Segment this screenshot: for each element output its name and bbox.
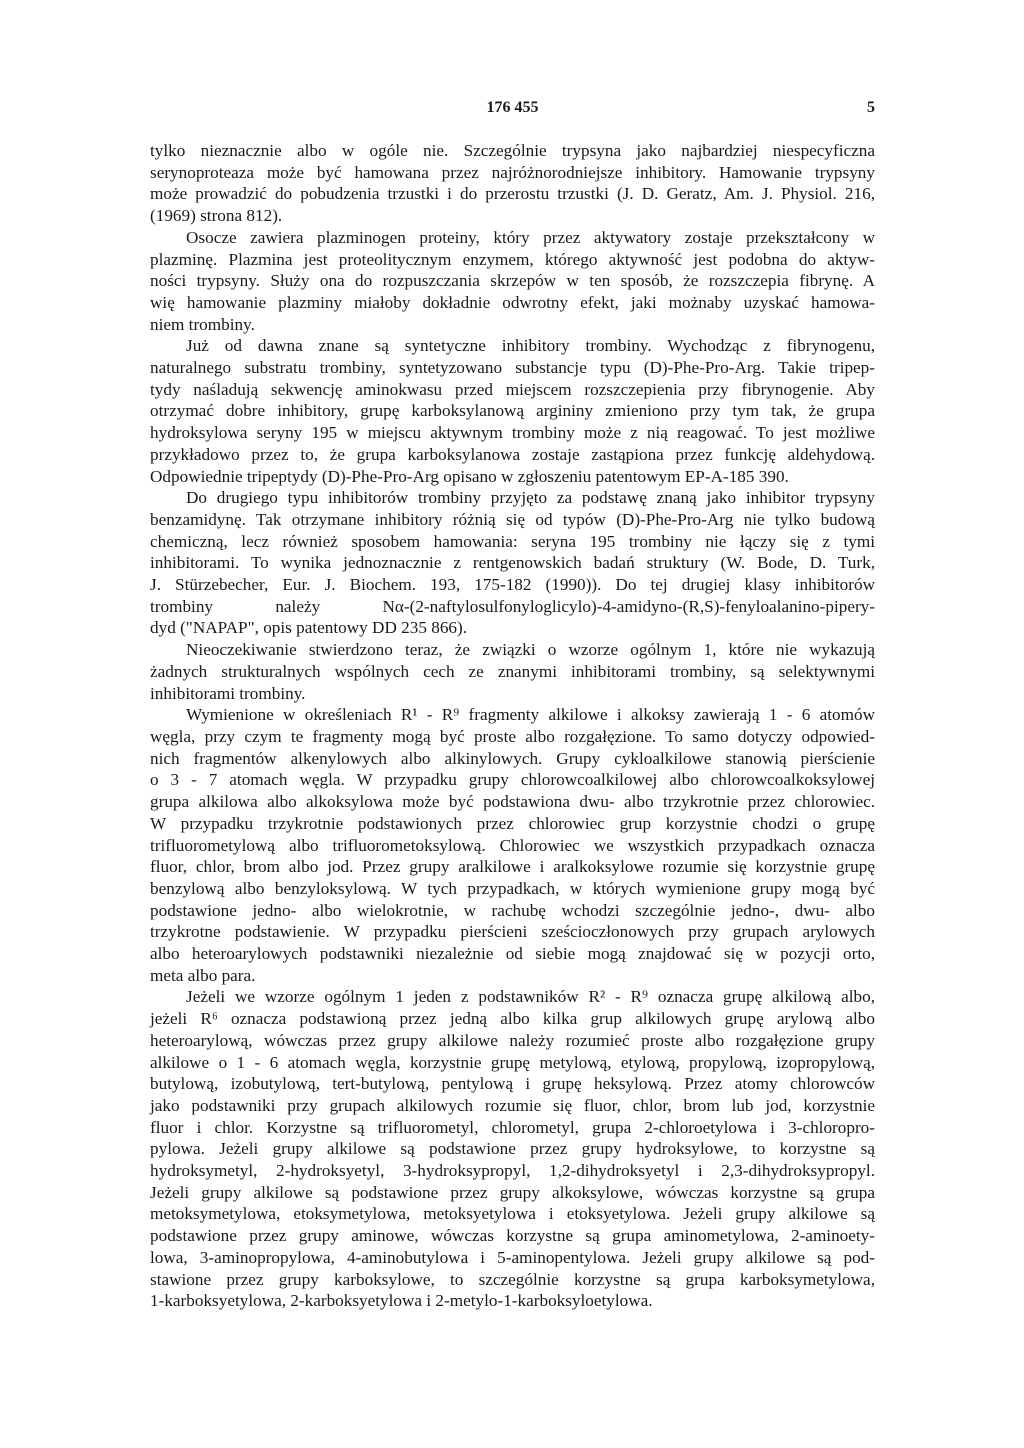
paragraph: [150, 335, 875, 487]
page-header: [150, 99, 875, 123]
text-line: lowa, 3-aminopropylowa, 4-aminobutylowa i 5-aminopentylowa. Jeżeli grupy alkilowe są pod-: [150, 1247, 875, 1267]
text-line: trzykrotne podstawienie. W przypadku pierścieni sześcioczłonowych przy grupach arylowych: [150, 922, 875, 942]
text-line: (1969) strona 812).: [150, 206, 283, 226]
text-line: tylko nieznacznie albo w ogóle nie. Szczególnie trypsyna jako najbardziej niespecyficzna: [150, 141, 875, 160]
paragraph: [150, 704, 875, 986]
text-line: Już od dawna znane są syntetyczne inhibitory trombiny. Wychodząc z fibrynogenu,: [186, 336, 875, 356]
text-line: Nieoczekiwanie stwierdzono teraz, że związki o wzorze ogólnym 1, które nie wykazują: [186, 640, 875, 660]
paragraph: [150, 487, 875, 639]
text-line: otrzymać dobre inhibitory, grupę karboksylanową argininy zmieniono przy tym tak, że grupa: [150, 401, 875, 421]
text-line: naturalnego substratu trombiny, syntetyzowano substancje typu (D)-Phe-Pro-Arg. Takie tripep-: [150, 358, 875, 378]
text-line: tydy naśladują sekwencję aminokwasu przed miejscem rozszczepienia przy fibrynogenie. Aby: [150, 379, 875, 399]
text-line: alkilowe o 1 - 6 atomach węgla, korzystnie grupę metylową, etylową, propylową, izopropylową,: [150, 1052, 875, 1072]
text-line: stawione przez grupy karboksylowe, to szczególnie korzystne są grupa karboksymetylowa,: [150, 1269, 875, 1289]
paragraph: [150, 227, 875, 336]
text-line: heteroarylową, wówczas przez grupy alkilowe należy rozumieć proste albo rozgałęzione grupy: [150, 1030, 875, 1050]
text-line: niem trombiny.: [150, 314, 255, 334]
text-line: dyd ("NAPAP", opis patentowy DD 235 866).: [150, 618, 468, 638]
paragraph: [150, 639, 875, 704]
text-line: Wymienione w określeniach R¹ - R⁹ fragmenty alkilowe i alkoksy zawierają 1 - 6 atomów: [186, 705, 875, 725]
text-line: J. Stürzebecher, Eur. J. Biochem. 193, 175-182 (1990)). Do tej drugiej klasy inhibitorów: [150, 575, 875, 595]
text-line: podstawione przez grupy aminowe, wówczas korzystne są grupa aminometylowa, 2-aminoety-: [150, 1226, 875, 1246]
text-line: przykładowo przez to, że grupa karboksylanowa zostaje zastąpiona przez funkcję aldehydową.: [150, 444, 875, 464]
text-line: węgla, przy czym te fragmenty mogą być proste albo rozgałęzione. To samo dotyczy odpowied-: [150, 726, 875, 746]
text-line: Jeżeli we wzorze ogólnym 1 jeden z podstawników R² - R⁹ oznacza grupę alkilową albo,: [186, 987, 875, 1007]
text-line: chemiczną, lecz również sposobem hamowania: seryna 195 trombiny nie łączy się z tymi: [150, 531, 875, 551]
text-line: grupa alkilowa albo alkoksylowa może być podstawiona dwu- albo trzykrotnie przez chlorowiec.: [150, 792, 875, 812]
text-line: fluor, chlor, brom albo jod. Przez grupy aralkilowe i aralkoksylowe rozumie się korzystnie grupę: [150, 857, 875, 877]
text-line: trifluorometylową albo trifluorometoksylową. Chlorowiec we wszystkich przypadkach oznacza: [150, 835, 875, 855]
text-line: benzylową albo benzyloksylową. W tych przypadkach, w których wymienione grupy mogą być: [150, 878, 875, 898]
text-line: jako podstawniki przy grupach alkilowych rozumie się fluor, chlor, brom lub jod, korzystnie: [150, 1095, 875, 1115]
text-line: pylowa. Jeżeli grupy alkilowe są podstawione przez grupy hydroksylowe, to korzystne są: [150, 1139, 875, 1159]
text-line: Odpowiednie tripeptydy (D)-Phe-Pro-Arg opisano w zgłoszeniu patentowym EP-A-185 390.: [150, 466, 789, 486]
text-line: hydroksymetyl, 2-hydroksyetyl, 3-hydroksypropyl, 1,2-dihydroksyetyl i 2,3-dihydroksypropyl.: [150, 1161, 875, 1181]
text-line: Osocze zawiera plazminogen proteiny, który przez aktywatory zostaje przekształcony w: [186, 227, 875, 247]
text-line: wię hamowanie plazminy miałoby dokładnie odwrotny efekt, jaki możnaby uzyskać hamowa-: [150, 292, 875, 312]
text-line: inhibitorami. To wynika jednoznacznie z rentgenowskich badań struktury (W. Bode, D. Turk,: [150, 553, 875, 573]
text-line: fluor i chlor. Korzystne są trifluorometyl, chlorometyl, grupa 2-chloroetylowa i 3-chloropro-: [150, 1117, 875, 1137]
text-line: plazminę. Plazmina jest proteolitycznym enzymem, którego aktywność jest podobna do aktyw-: [150, 249, 875, 269]
text-line: jeżeli R⁶ oznacza podstawioną przez jedną albo kilka grup alkilowych grupę arylową albo: [150, 1009, 875, 1029]
text-line: benzamidynę. Tak otrzymane inhibitory różnią się od typów (D)-Phe-Pro-Arg nie tylko budową: [150, 509, 875, 529]
text-line: nich fragmentów alkenylowych albo alkinylowych. Grupy cykloalkilowe stanowią pierścienie: [150, 748, 875, 768]
text-line: meta albo para.: [150, 965, 256, 985]
text-line: żadnych strukturalnych wspólnych cech ze znanymi inhibitorami trombiny, są selektywnymi: [150, 661, 875, 681]
text-line: serynoproteaza może być hamowana przez najróżnorodniejsze inhibitory. Hamowanie trypsyny: [150, 162, 875, 182]
text-line: albo heteroarylowych podstawniki niezależnie od siebie mogą znajdować się w pozycji orto,: [150, 944, 875, 964]
text-line: hydroksylowa seryny 195 w miejscu aktywnym trombiny może z nią reagować. To jest możliwe: [150, 423, 875, 443]
text-line: podstawione jedno- albo wielokrotnie, w rachubę wchodzi szczególnie jedno-, dwu- albo: [150, 900, 875, 920]
text-line: butylową, izobutylową, tert-butylową, pentylową i grupę heksylową. Przez atomy chlorowców: [150, 1074, 875, 1094]
body-text: [150, 140, 875, 1312]
patent-number: 176 455: [486, 99, 539, 116]
text-line: może prowadzić do pobudzenia trzustki i do przerostu trzustki (J. D. Geratz, Am. J. Physiol. 216,: [150, 184, 875, 204]
text-line: Do drugiego typu inhibitorów trombiny przyjęto za podstawę znaną jako inhibitor trypsyny: [186, 488, 875, 508]
text-line: ności trypsyny. Służy ona do rozpuszczania skrzepów w ten sposób, że rozszczepia fibrynę. A: [150, 271, 875, 291]
paragraph: [150, 986, 875, 1312]
text-line: 1-karboksyetylowa, 2-karboksyetylowa i 2-metylo-1-karboksyloetylowa.: [150, 1291, 653, 1311]
text-line: W przypadku trzykrotnie podstawionych przez chlorowiec grup korzystnie chodzi o grupę: [150, 813, 875, 833]
text-line: o 3 - 7 atomach węgla. W przypadku grupy chlorowcoalkilowej albo chlorowcoalkoksylowej: [150, 770, 875, 790]
text-line: Jeżeli grupy alkilowe są podstawione przez grupy alkoksylowe, wówczas korzystne są grupa: [150, 1182, 875, 1202]
page-number: 5: [867, 99, 875, 116]
paragraph: [150, 140, 875, 227]
text-line: inhibitorami trombiny.: [150, 683, 306, 703]
text-line: metoksymetylowa, etoksymetylowa, metoksyetylowa i etoksyetylowa. Jeżeli grupy alkilowe są: [150, 1204, 875, 1224]
text-line: trombiny należy Nα-(2-naftylosulfonyloglicylo)-4-amidyno-(R,S)-fenyloalanino-pipery-: [150, 596, 875, 616]
